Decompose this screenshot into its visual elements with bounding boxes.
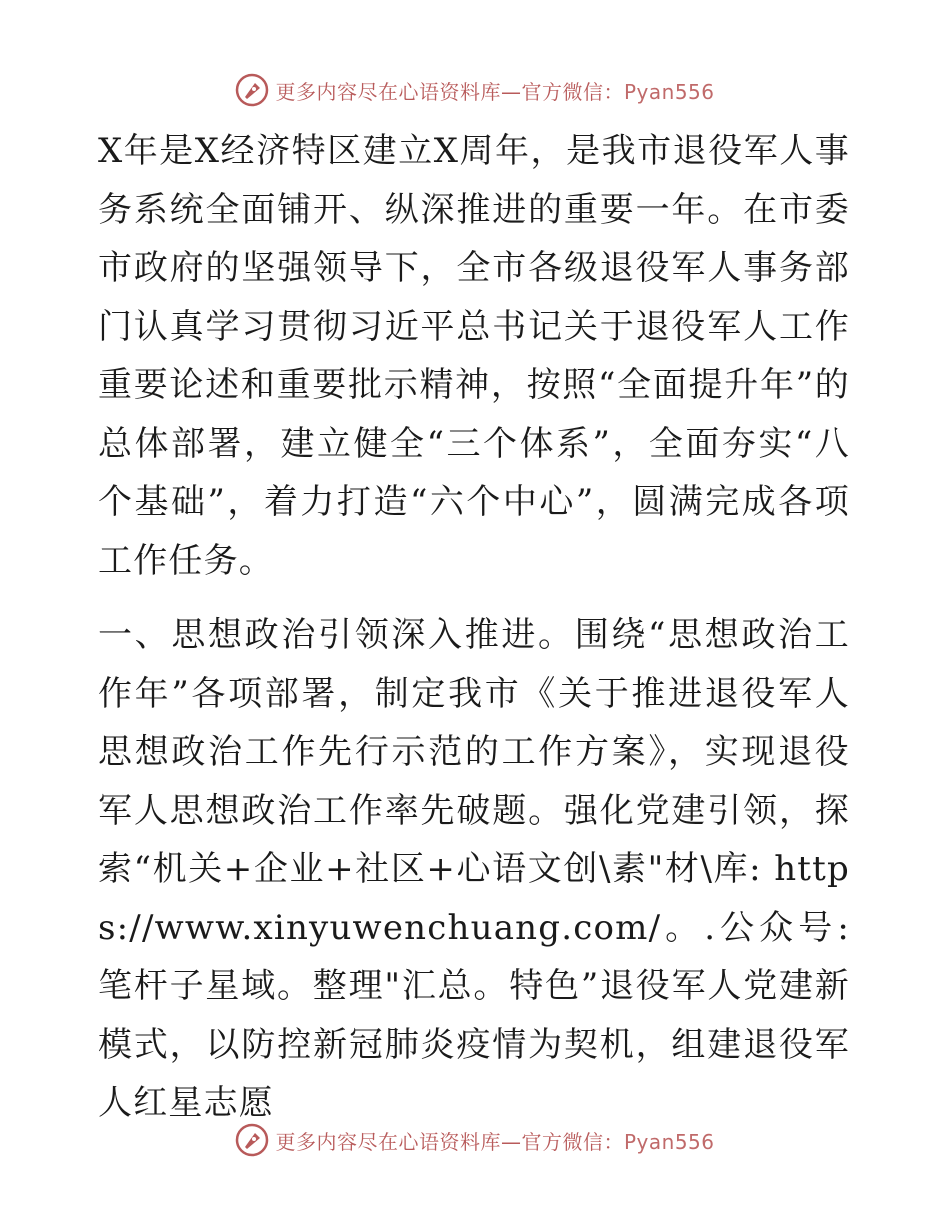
pen-nib-logo-icon xyxy=(235,73,269,107)
pen-nib-logo-icon xyxy=(235,1123,269,1157)
watermark-text: 更多内容尽在心语资料库—官方微信：Pyan556 xyxy=(275,79,715,104)
watermark-wechat-id: Pyan556 xyxy=(623,79,715,104)
paragraph-intro: X年是X经济特区建立X周年，是我市退役军人事务系统全面铺开、纵深推进的重要一年。在市委市政府的坚强领导下，全市各级退役军人事务部门认真学习贯彻习近平总书记关于退役军人工作重要论述和重要批示精神，按照“全面提升年”的总体部署，建立健全“三个体系”，全面夯实“八个基础”，着力打造“六个中心”，圆满完成各项工作任务。 xyxy=(98,131,850,581)
header-watermark xyxy=(0,68,950,112)
document-body xyxy=(98,122,850,1133)
footer-watermark xyxy=(0,1118,950,1162)
watermark-text: 更多内容尽在心语资料库—官方微信：Pyan556 xyxy=(275,1129,715,1154)
watermark-wechat-id: Pyan556 xyxy=(623,1129,715,1154)
paragraph-section-1: 一、思想政治引领深入推进。围绕“思想政治工作年”各项部署，制定我市《关于推进退役军人思想政治工作先行示范的工作方案》，实现退役军人思想政治工作率先破题。强化党建引领，探索“机关+企业+社区+心语文创\素"材\库: https://www.xinyuwenchuang.com/。.公众号: 笔杆子星域。整理"汇总。特色”退役军人党建新模式，以防控新冠肺炎疫情为契机，组建退役军人红星志愿 xyxy=(98,615,850,1123)
